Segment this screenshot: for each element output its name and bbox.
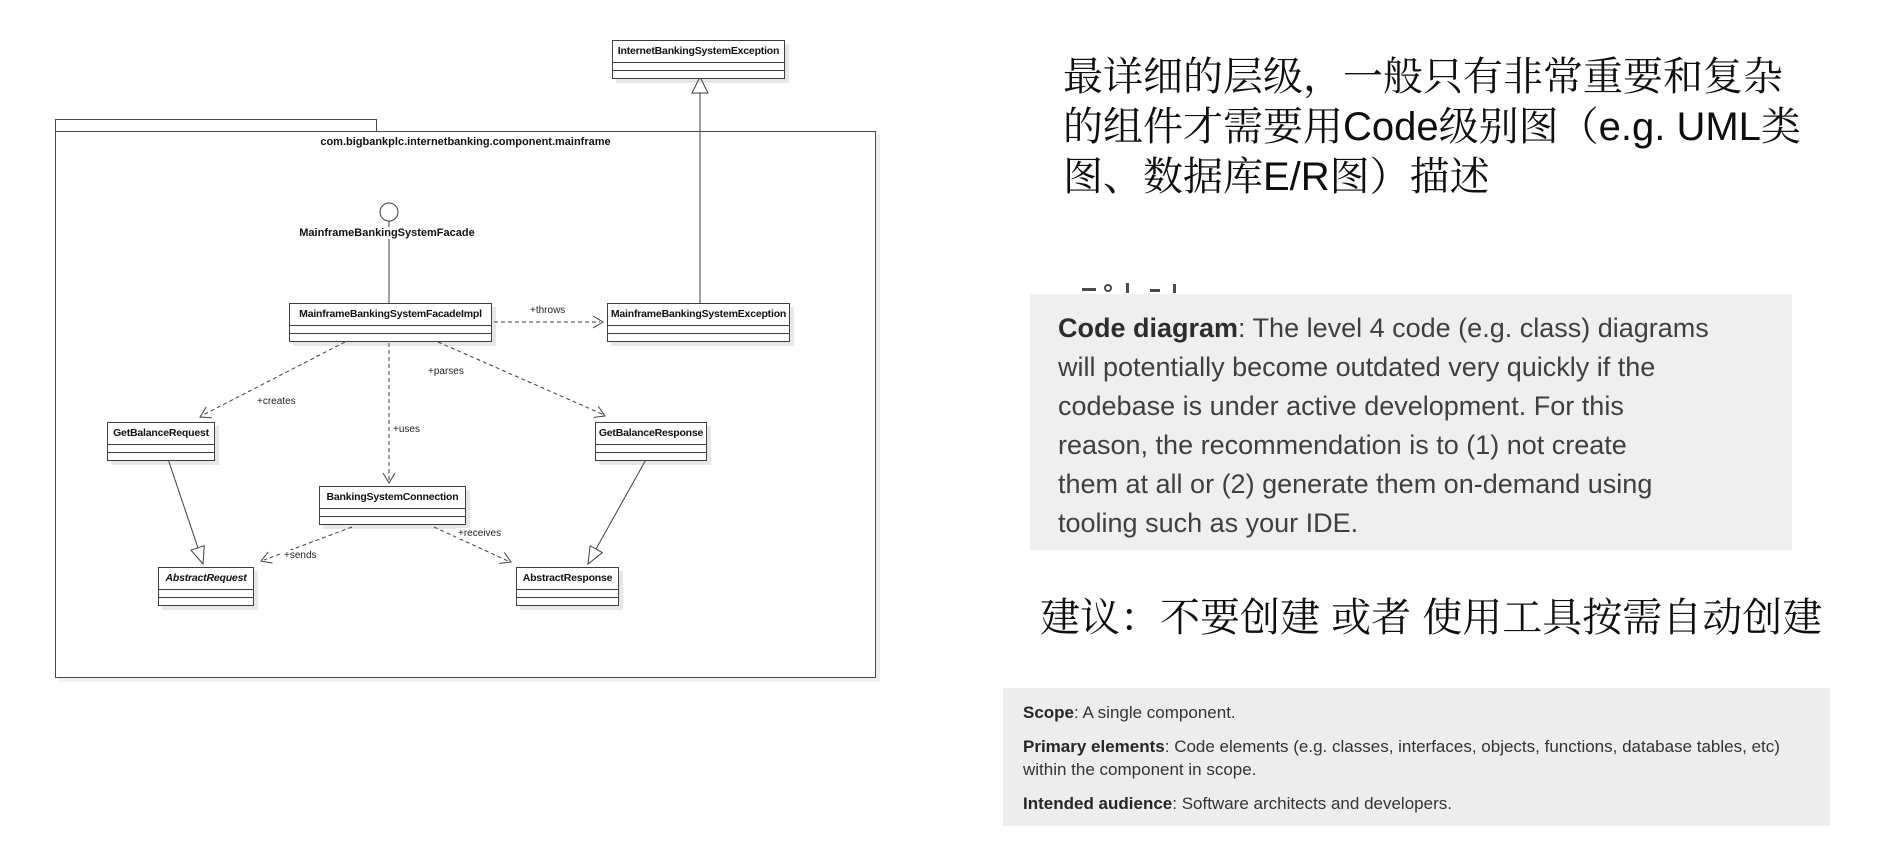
generalization-arrow-response bbox=[582, 456, 648, 567]
class-get-balance-request: GetBalanceRequest bbox=[107, 422, 215, 461]
quote-line: tooling such as your IDE. bbox=[1058, 508, 1359, 538]
uml-code-diagram bbox=[0, 0, 960, 740]
suggestion-text-chinese: 建议：不要创建 或者 使用工具按需自动创建 bbox=[1040, 596, 1823, 640]
quote-line: will potentially become outdated very quickly if the bbox=[1058, 352, 1656, 382]
relation-label-throws: +throws bbox=[530, 305, 566, 316]
quote-line: codebase is under active development. For this bbox=[1058, 391, 1624, 421]
class-abstract-response: AbstractResponse bbox=[516, 567, 619, 606]
class-get-balance-response: GetBalanceResponse bbox=[595, 422, 707, 461]
relation-label-creates: +creates bbox=[257, 396, 296, 407]
relation-label-sends: +sends bbox=[284, 550, 317, 561]
interface-label: MainframeBankingSystemFacade bbox=[292, 227, 482, 239]
class-mainframe-banking-system-facade-impl: MainframeBankingSystemFacadeImpl bbox=[289, 303, 492, 342]
class-banking-system-connection: BankingSystemConnection bbox=[319, 486, 466, 525]
scope-line: Scope: A single component. bbox=[1023, 703, 1236, 722]
generalization-arrow-request bbox=[167, 456, 210, 566]
diagram-connectors bbox=[0, 0, 960, 740]
quote-line: Code diagram: The level 4 code (e.g. class) diagrams bbox=[1058, 313, 1709, 343]
relation-label-uses: +uses bbox=[393, 424, 420, 435]
dependency-arrow-throws bbox=[494, 316, 603, 328]
class-mainframe-banking-system-exception: MainframeBankingSystemException bbox=[607, 303, 790, 342]
quote-line: reason, the recommendation is to (1) not create bbox=[1058, 430, 1627, 460]
intended-audience-line: Intended audience: Software architects and developers. bbox=[1023, 794, 1452, 813]
quote-line: them at all or (2) generate them on-demand using bbox=[1058, 469, 1653, 499]
intro-line: 最详细的层级，一般只有非常重要和复杂 bbox=[1063, 55, 1783, 99]
dependency-arrow-creates bbox=[197, 342, 345, 422]
generalization-arrow-exception bbox=[692, 77, 708, 303]
interface-lollipop bbox=[380, 203, 398, 303]
package-label: com.bigbankplc.internetbanking.component.mainframe bbox=[320, 136, 611, 148]
dependency-arrow-uses bbox=[383, 343, 395, 483]
quote-term: Code diagram bbox=[1058, 313, 1239, 343]
relation-label-parses: +parses bbox=[428, 366, 464, 377]
primary-elements-line: Primary elements: Code elements (e.g. classes, interfaces, objects, functions, database tables, etc) within the component in scope. bbox=[1023, 737, 1780, 779]
intro-line: 的组件才需要用Code级别图（e.g. UML类 bbox=[1063, 105, 1801, 149]
class-abstract-request: AbstractRequest bbox=[158, 567, 254, 606]
class-internet-banking-system-exception: InternetBankingSystemException bbox=[612, 40, 785, 79]
info-box-scope bbox=[1003, 688, 1830, 826]
intro-text-chinese bbox=[1063, 52, 1873, 202]
intro-line: 图、数据库E/R图）描述 bbox=[1063, 155, 1490, 199]
relation-label-receives: +receives bbox=[458, 528, 502, 539]
quote-box-code-diagram bbox=[1030, 294, 1792, 550]
dependency-arrow-parses bbox=[438, 342, 607, 421]
